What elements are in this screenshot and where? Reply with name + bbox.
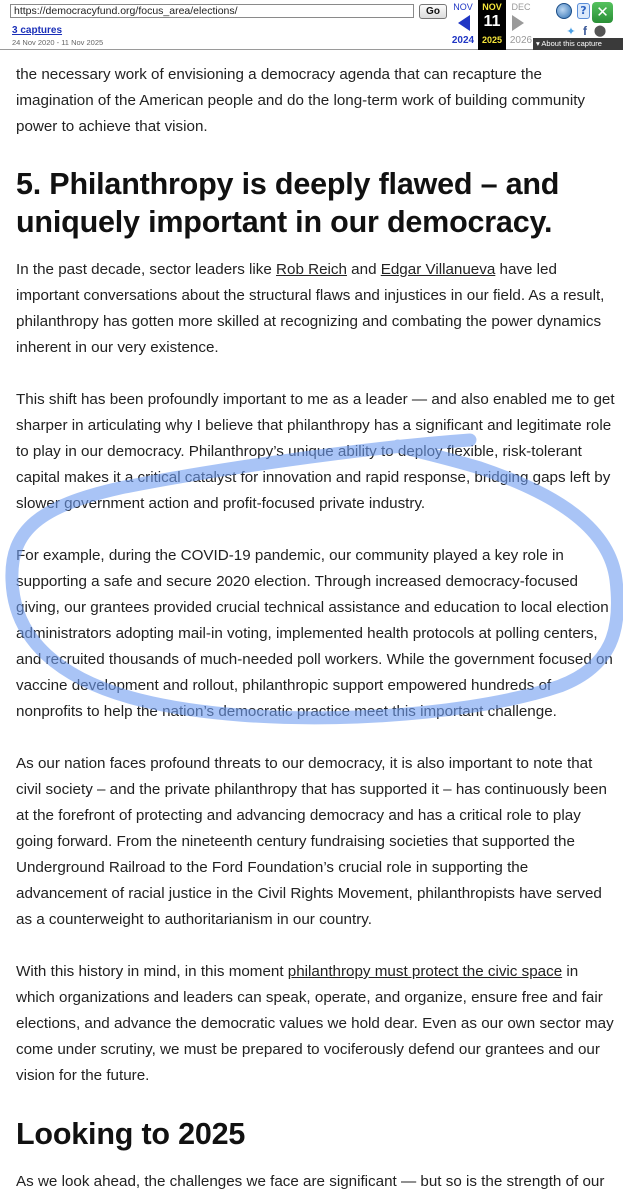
next-month-label: DEC — [511, 2, 531, 12]
prev-month-label[interactable]: NOV — [453, 2, 473, 12]
go-button[interactable]: Go — [419, 4, 447, 19]
right-arrow-icon — [512, 15, 524, 31]
text-run: and — [346, 261, 381, 278]
capture-date-range: 24 Nov 2020 - 11 Nov 2025 — [12, 38, 104, 47]
close-icon[interactable]: ✕ — [592, 2, 613, 23]
section-5-paragraph-2: This shift has been profoundly important to me as a leader — and also enabled me to get sharper in articulating why I believe that philanthropy has a significant and legitimate role to play in our democracy. Philanthropy’s unique ability to deploy flexible, risk-tolerant capital makes it a critical catalyst for innovation and rapid response, bridging gaps left by slower government action and profit-focused private industry. — [16, 391, 615, 512]
captures-link[interactable]: 3 captures — [12, 25, 63, 36]
text-run: In the past decade, sector leaders like — [16, 261, 277, 278]
account-icon[interactable] — [556, 3, 572, 19]
edgar-villanueva-link[interactable]: Edgar Villanueva — [380, 261, 496, 278]
facebook-icon[interactable]: f — [583, 24, 587, 38]
about-capture-button[interactable]: ▾ About this capture — [533, 38, 623, 50]
left-arrow-icon[interactable] — [458, 15, 470, 31]
section-5-paragraph-4: As our nation faces profound threats to our democracy, it is also important to note that civil society – and the private philanthropy that has supported it – has continuously been at the forefront of protecting and advancing democracy and has a critical role to play going forward. From the nineteenth century fundraising societies that supported the Underground Railroad to the Ford Foundation’s crucial role in supporting the advancement of racial justice in the Civil Rights Movement, philanthropists have served as a counterweight to authoritarianism in our country. — [16, 755, 607, 928]
prev-year-label[interactable]: 2024 — [451, 35, 475, 46]
current-day: 11 — [483, 13, 501, 30]
next-year-label: 2026 — [509, 35, 533, 46]
current-capture-date — [478, 0, 506, 50]
looking-2025-paragraph: As we look ahead, the challenges we face are significant — but so is the strength of our — [16, 1173, 605, 1190]
share-icon[interactable]: ⬤ — [593, 24, 607, 37]
intro-paragraph: the necessary work of envisioning a democracy agenda that can recapture the imagination of the American people and do the long-term work of building community power to achieve that vision. — [16, 66, 586, 135]
twitter-icon[interactable]: ✦ — [566, 25, 576, 38]
wayback-toolbar — [0, 0, 623, 50]
text-run: in which organizations and leaders can speak, operate, and organize, ensure free and fair elections, and advance the democratic values we hold dear. Even as our own sector may come under scrutiny, we must be prepared to vociferously defend our grantees and our vision for the future. — [16, 963, 614, 1084]
current-year: 2025 — [481, 35, 503, 45]
wayback-url-input[interactable]: https://democracyfund.org/focus_area/elections/ — [10, 4, 414, 18]
section-5-paragraph-3: For example, during the COVID-19 pandemic, our community played a key role in supporting a safe and secure 2020 election. Through increased democracy-focused giving, our grantees provided crucial technical assistance and education to local election administrators adopting mail-in voting, implemented health protocols at polling centers, and recruited thousands of much-needed poll workers. While the government focused on vaccine development and rollout, philanthropic support empowered hundreds of nonprofits to help the nation’s democratic practice meet this important challenge. — [16, 547, 613, 720]
text-run: have led important conversations about the structural flaws and injustices in our field. As a result, philanthropy has gotten more skilled at recognizing and combating the power dynamics inherent in our very existence. — [16, 261, 605, 356]
text-run: With this history in mind, in this moment — [16, 963, 288, 980]
section-5-heading: 5. Philanthropy is deeply flawed – and uniquely important in our democracy. — [16, 167, 560, 239]
looking-2025-heading: Looking to 2025 — [16, 1117, 246, 1151]
section-5-paragraph-1 — [16, 257, 616, 361]
help-icon[interactable]: ? — [577, 3, 590, 19]
civic-space-link[interactable]: philanthropy must protect the civic space — [287, 963, 563, 980]
article-body — [16, 62, 616, 1200]
rob-reich-link[interactable]: Rob Reich — [276, 261, 347, 278]
section-5-paragraph-5 — [16, 959, 616, 1089]
current-month: NOV — [482, 2, 502, 12]
